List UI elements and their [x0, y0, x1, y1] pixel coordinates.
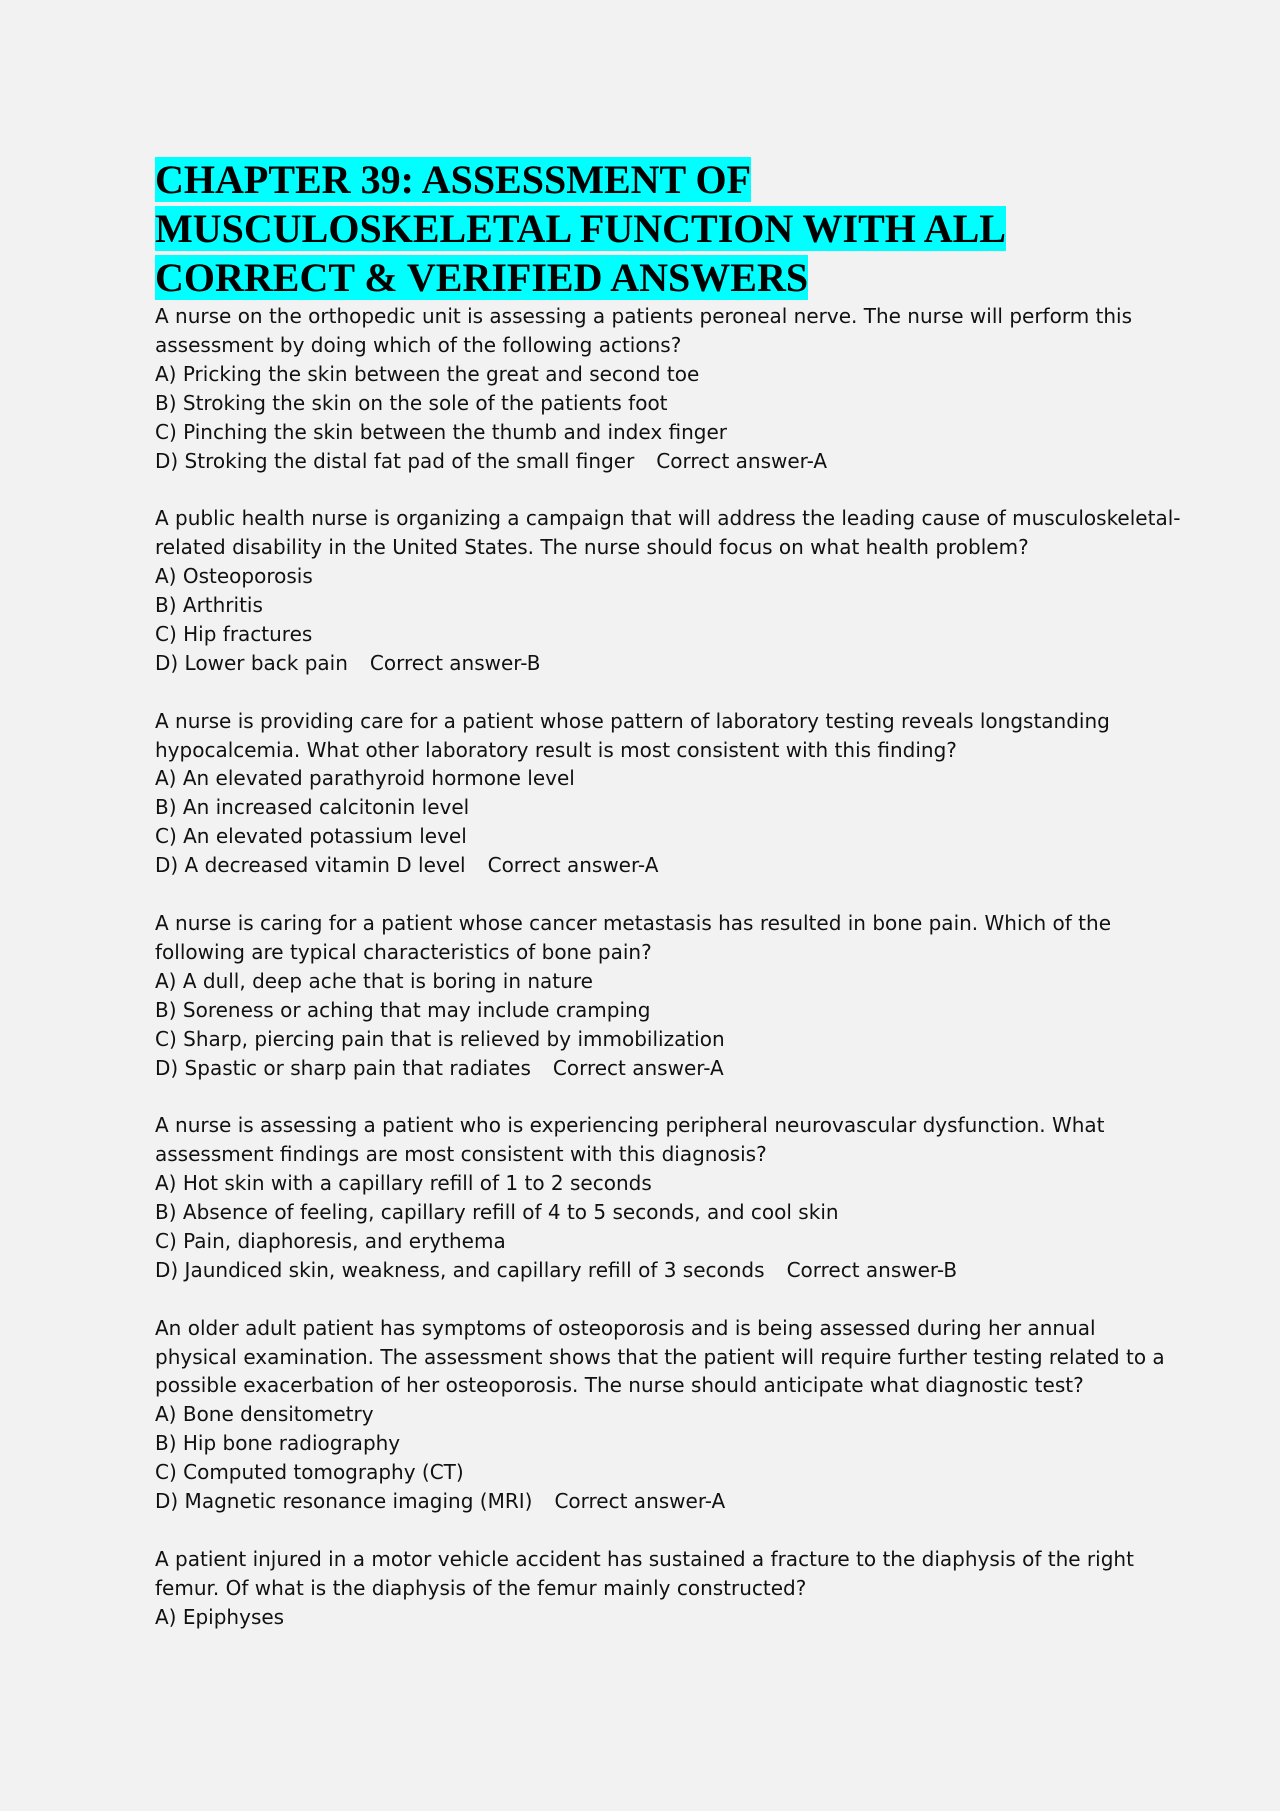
answer-option: [155, 389, 1155, 418]
answer-option-text: D) Lower back pain: [155, 650, 348, 675]
answer-option-text: D) A decreased vitamin D level: [155, 853, 466, 878]
answer-option-text: D) Jaundiced skin, weakness, and capillary refill of 3 seconds: [155, 1257, 765, 1282]
question-block: [155, 707, 1155, 880]
title-line-1: CHAPTER 39: ASSESSMENT OF: [155, 157, 752, 202]
answer-option: [155, 1227, 1155, 1256]
answer-option: [155, 1603, 1155, 1632]
answer-option-text: C) Computed tomography (CT): [155, 1460, 464, 1485]
question-block: [155, 504, 1181, 677]
answer-option-text: A) Epiphyses: [155, 1604, 285, 1629]
answer-option: [155, 649, 1155, 678]
correct-answer: Correct answer-A: [554, 1489, 726, 1514]
question-block: [155, 1545, 1155, 1632]
question-stem-line: A patient injured in a motor vehicle accident has sustained a fracture to the diaphysis of the right: [155, 1546, 1134, 1571]
question-stem-line: A nurse on the orthopedic unit is assessing a patients peroneal nerve. The nurse will perform this: [155, 304, 1133, 328]
correct-answer: Correct answer-A: [552, 1055, 724, 1080]
title-line-3: CORRECT & VERIFIED ANSWERS: [155, 255, 809, 300]
answer-option: [155, 822, 1155, 851]
answer-option: [155, 1054, 1155, 1083]
answer-option-text: A) A dull, deep ache that is boring in nature: [155, 968, 593, 993]
question-stem-line: A nurse is caring for a patient whose cancer metastasis has resulted in bone pain. Which of the: [155, 910, 1112, 935]
answer-option: [155, 1025, 1155, 1054]
answer-option: [155, 562, 1155, 591]
answer-option: [155, 1198, 1155, 1227]
answer-option-text: D) Spastic or sharp pain that radiates: [155, 1055, 531, 1080]
question-block: [155, 302, 1155, 475]
answer-option-text: C) An elevated potassium level: [155, 824, 467, 849]
answer-option-text: A) Hot skin with a capillary refill of 1 to 2 seconds: [155, 1171, 652, 1196]
answer-option: [155, 360, 1155, 389]
answer-option: [155, 1256, 1155, 1285]
answer-option-text: C) Pinching the skin between the thumb and index finger: [155, 419, 728, 444]
question-stem-line: physical examination. The assessment shows that the patient will require further testing related to a: [155, 1344, 1165, 1369]
question-stem-line: possible exacerbation of her osteoporosis. The nurse should anticipate what diagnostic test?: [155, 1373, 1084, 1398]
correct-answer: Correct answer-A: [487, 853, 659, 878]
answer-option-text: A) An elevated parathyroid hormone level: [155, 766, 575, 791]
question-stem-line: related disability in the United States. The nurse should focus on what health problem?: [155, 535, 1029, 560]
answer-option-text: B) Hip bone radiography: [155, 1431, 401, 1456]
answer-option: [155, 1429, 1155, 1458]
answer-option: [155, 418, 1155, 447]
answer-option: [155, 1169, 1155, 1198]
question-stem-line: A nurse is assessing a patient who is experiencing peripheral neurovascular dysfunction. What: [155, 1113, 1105, 1138]
answer-option: [155, 447, 1155, 476]
answer-option: [155, 967, 1155, 996]
question-stem-line: assessment findings are most consistent with this diagnosis?: [155, 1142, 767, 1167]
answer-option: [155, 1400, 1155, 1429]
question-stem-line: A public health nurse is organizing a campaign that will address the leading cause of musculoskeletal-: [155, 506, 1181, 531]
question-stem-line: assessment by doing which of the following actions?: [155, 332, 682, 357]
answer-option-text: B) An increased calcitonin level: [155, 795, 470, 820]
answer-option: [155, 1487, 1155, 1516]
answer-option-text: B) Stroking the skin on the sole of the patients foot: [155, 390, 668, 415]
answer-option-text: C) Sharp, piercing pain that is relieved by immobilization: [155, 1026, 725, 1051]
question-block: [155, 909, 1155, 1082]
answer-option-text: C) Pain, diaphoresis, and erythema: [155, 1228, 506, 1253]
answer-option: [155, 996, 1155, 1025]
answer-option-text: D) Stroking the distal fat pad of the small finger: [155, 448, 635, 473]
question-stem-line: following are typical characteristics of bone pain?: [155, 939, 652, 964]
document-title: [155, 155, 1155, 302]
question-block: [155, 1314, 1165, 1516]
answer-option-text: A) Osteoporosis: [155, 564, 313, 589]
correct-answer: Correct answer-B: [786, 1257, 958, 1282]
answer-option: [155, 1458, 1155, 1487]
question-stem-line: An older adult patient has symptoms of osteoporosis and is being assessed during her annual: [155, 1315, 1096, 1340]
answer-option: [155, 591, 1155, 620]
answer-option-text: D) Magnetic resonance imaging (MRI): [155, 1489, 533, 1514]
answer-option-text: A) Bone densitometry: [155, 1402, 374, 1427]
answer-option: [155, 764, 1155, 793]
question-stem-line: A nurse is providing care for a patient whose pattern of laboratory testing reveals longstanding: [155, 708, 1110, 733]
answer-option: [155, 793, 1155, 822]
question-list: [155, 302, 1181, 1632]
correct-answer: Correct answer-A: [656, 448, 828, 473]
answer-option-text: B) Arthritis: [155, 593, 263, 618]
answer-option-text: B) Absence of feeling, capillary refill of 4 to 5 seconds, and cool skin: [155, 1200, 839, 1225]
question-block: [155, 1111, 1155, 1284]
answer-option-text: B) Soreness or aching that may include cramping: [155, 997, 651, 1022]
question-stem-line: hypocalcemia. What other laboratory result is most consistent with this finding?: [155, 737, 957, 762]
answer-option: [155, 851, 1155, 880]
title-line-2: MUSCULOSKELETAL FUNCTION WITH ALL: [155, 206, 1006, 251]
answer-option-text: A) Pricking the skin between the great and second toe: [155, 361, 700, 386]
answer-option: [155, 620, 1155, 649]
answer-option-text: C) Hip fractures: [155, 621, 313, 646]
correct-answer: Correct answer-B: [369, 650, 541, 675]
question-stem-line: femur. Of what is the diaphysis of the femur mainly constructed?: [155, 1575, 807, 1600]
document-page: [155, 155, 1181, 1660]
